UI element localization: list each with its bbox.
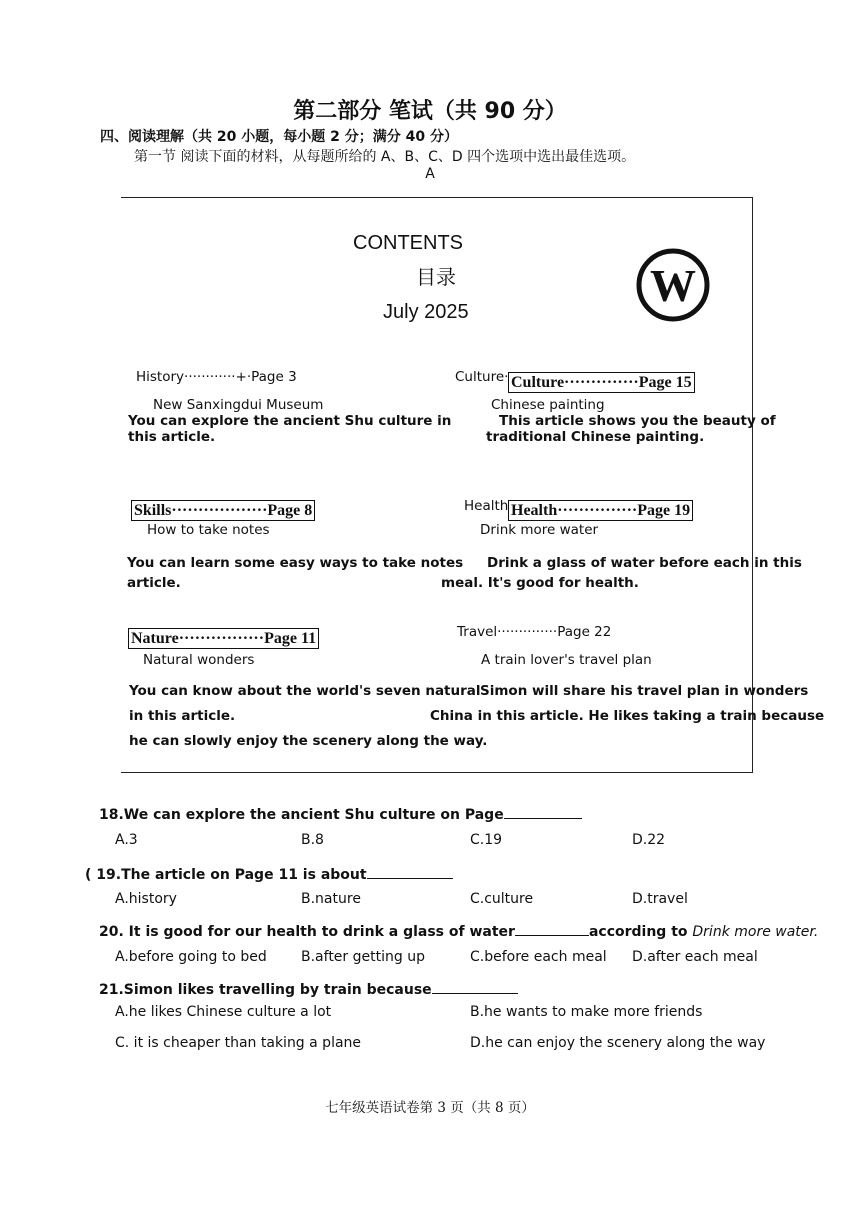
option-a: A.history (115, 891, 177, 907)
question-stem: ( 19.The article on Page 11 is about (85, 867, 367, 883)
option-c: C.19 (470, 832, 503, 848)
option-b: B.after getting up (301, 949, 425, 965)
skills-desc-line1: You can learn some easy ways to take notes (127, 555, 464, 571)
nature-heading: Nature················Page 11 (128, 628, 319, 649)
history-heading: History············+·Page 3 (136, 369, 297, 385)
answer-blank (515, 921, 589, 936)
question-18 (99, 804, 582, 823)
option-d: D.22 (632, 832, 666, 848)
health-prefix: Health (464, 498, 509, 514)
history-desc-line1: You can explore the ancient Shu culture in (128, 413, 452, 429)
option-c: C. it is cheaper than taking a plane (115, 1035, 362, 1051)
travel-desc-line2: China in this article. He likes taking a train because (430, 708, 825, 724)
contents-month: July 2025 (383, 301, 469, 323)
option-c: C.before each meal (470, 949, 607, 965)
culture-desc-line2: traditional Chinese painting. (486, 429, 705, 445)
history-name: New Sanxingdui Museum (153, 397, 324, 413)
travel-desc-line3: he can slowly enjoy the scenery along the way. (129, 733, 488, 749)
option-a: A.he likes Chinese culture a lot (115, 1004, 332, 1020)
skills-name: How to take notes (147, 522, 270, 538)
option-b: B.8 (301, 832, 324, 848)
health-name: Drink more water (480, 522, 599, 538)
option-d: D.travel (632, 891, 688, 907)
question-21 (99, 979, 518, 998)
part-label: A (425, 166, 435, 182)
health-heading: Health···············Page 19 (508, 500, 693, 521)
question-stem: 21.Simon likes travelling by train because (99, 982, 432, 998)
option-b: B.he wants to make more friends (470, 1004, 703, 1020)
culture-name: Chinese painting (491, 397, 605, 413)
option-d: D.after each meal (632, 949, 758, 965)
question-stem: 18.We can explore the ancient Shu culture on Page (99, 807, 504, 823)
question-19 (85, 864, 453, 883)
skills-desc-line2: article. (127, 575, 181, 591)
history-desc-line2: this article. (128, 429, 216, 445)
question-20 (99, 921, 818, 940)
contents-subtitle: 目录 (416, 265, 456, 289)
option-a: A.3 (115, 832, 138, 848)
answer-blank (367, 864, 453, 879)
option-d: D.he can enjoy the scenery along the way (470, 1035, 766, 1051)
nature-name: Natural wonders (143, 652, 255, 668)
option-c: C.culture (470, 891, 534, 907)
question-stem-after: according to (588, 924, 688, 940)
page-footer: 七年级英语试卷第 3 页（共 8 页） (325, 1100, 535, 1116)
option-b: B.nature (301, 891, 361, 907)
question-stem: 20. It is good for our health to drink a glass of water (99, 924, 515, 940)
contents-title: CONTENTS (353, 232, 463, 254)
travel-heading: Travel··············Page 22 (457, 624, 612, 640)
health-desc-line1: Drink a glass of water before each in this (487, 555, 802, 571)
section-instruction: 第一节 阅读下面的材料，从每题所给的 A、B、C、D 四个选项中选出最佳选项。 (134, 149, 636, 165)
answer-blank (432, 979, 518, 994)
culture-desc-line1: This article shows you the beauty of (499, 413, 776, 429)
section-heading: 四、阅读理解（共 20 小题，每小题 2 分；满分 40 分） (100, 129, 458, 145)
travel-name: A train lover's travel plan (481, 652, 652, 668)
question-article-title: Drink more water. (692, 924, 819, 940)
option-a: A.before going to bed (115, 949, 267, 965)
page-title: 第二部分 笔试（共 90 分） (293, 99, 567, 124)
travel-desc-line1: Simon will share his travel plan in wonders (480, 683, 809, 699)
answer-blank (504, 804, 582, 819)
culture-prefix: Culture· (455, 369, 509, 385)
nature-desc-line1: You can know about the world's seven natural (129, 683, 481, 699)
wordpress-logo-icon (636, 248, 710, 322)
nature-desc-line2: in this article. (129, 708, 236, 724)
culture-heading: Culture··············Page 15 (508, 372, 695, 393)
health-desc-line2: meal. It's good for health. (441, 575, 639, 591)
svg-text:W: W (650, 260, 696, 311)
skills-heading: Skills··················Page 8 (131, 500, 315, 521)
